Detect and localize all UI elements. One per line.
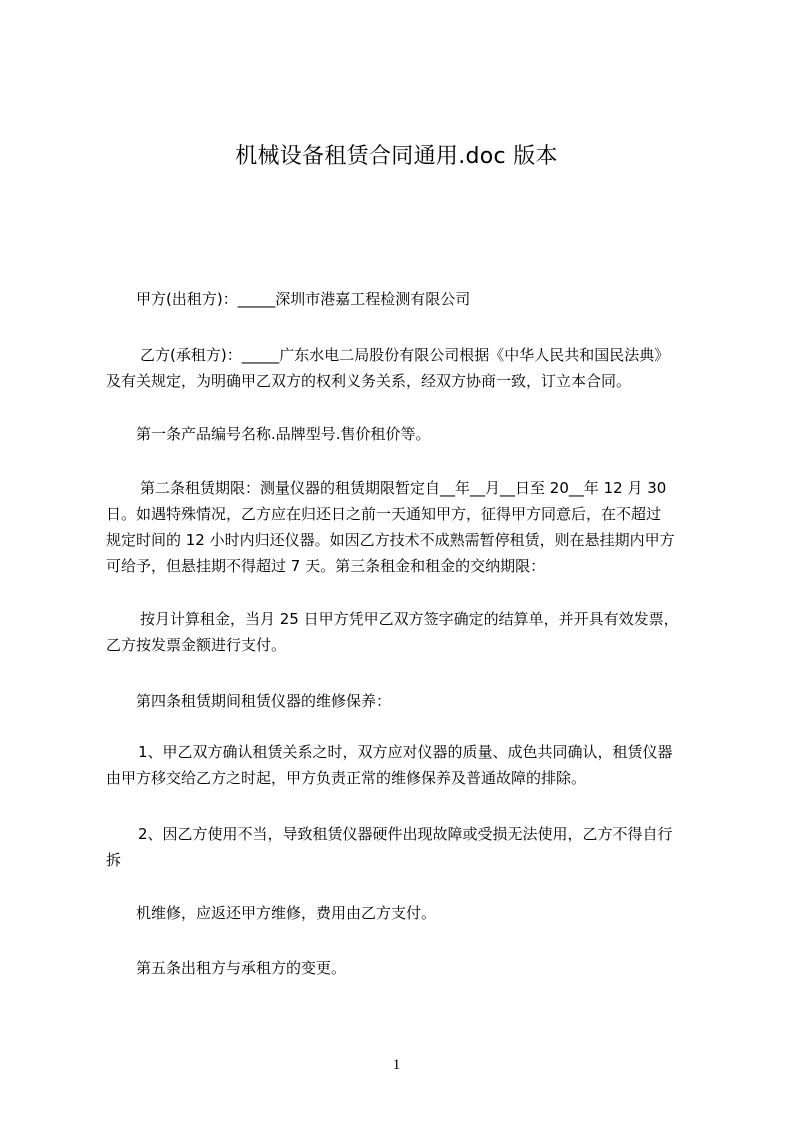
paragraph-line: 规定时间的 12 小时内归还仪器。如因乙方技术不成熟需暂停租赁，则在悬挂期内甲方 [106,531,675,549]
paragraph-line: 甲方(出租方)：_____深圳市港嘉工程检测有限公司 [136,290,471,308]
paragraph-line: 第一条产品编号名称.品牌型号.售价租价等。 [136,425,431,443]
paragraph-line: 日。如遇特殊情况，乙方应在归还日之前一天通知甲方，征得甲方同意后，在不超过 [106,505,662,523]
paragraph-line: 乙方(承租方)：_____广东水电二局股份有限公司根据《中华人民共和国民法典》 [140,346,670,364]
paragraph-article-1 [106,421,698,447]
document-title: 机械设备租赁合同通用.doc 版本 [235,144,558,169]
paragraph-line: 乙方按发票金额进行支付。 [106,636,287,654]
paragraph-line: 第五条出租方与承租方的变更。 [136,959,347,977]
paragraph-line: 第二条租赁期限：测量仪器的租赁期限暂定自__年__月__日至 20__年 12 月 30 [140,479,667,497]
paragraph-maintenance-1 [106,739,698,791]
paragraph-rent-payment [106,606,698,658]
paragraph-lessee [106,342,698,394]
paragraph-line: 可给予，但悬挂期不得超过 7 天。第三条租金和租金的交纳期限： [106,557,546,575]
paragraph-lessor [106,286,698,312]
paragraph-maintenance-2 [106,821,698,873]
paragraph-article-2 [106,475,698,579]
paragraph-repair-cost [106,900,698,926]
paragraph-line: 第四条租赁期间租赁仪器的维修保养： [136,692,392,710]
paragraph-line: 及有关规定，为明确甲乙双方的权利义务关系，经双方协商一致，订立本合同。 [106,372,632,390]
paragraph-line: 2、因乙方使用不当，导致租赁仪器硬件出现故障或受损无法使用，乙方不得自行 [138,825,673,843]
page-number: 1 [392,1057,401,1073]
paragraph-line: 按月计算租金，当月 25 日甲方凭甲乙双方签字确定的结算单，并开具有效发票， [140,610,679,628]
paragraph-line: 1、甲乙双方确认租赁关系之时，双方应对仪器的质量、成色共同确认，租赁仪器 [138,743,673,761]
paragraph-line: 机维修，应返还甲方维修，费用由乙方支付。 [136,904,437,922]
paragraph-line: 拆 [106,851,122,869]
paragraph-article-5 [106,955,698,981]
paragraph-article-4 [106,688,698,714]
paragraph-line: 由甲方移交给乙方之时起，甲方负责正常的维修保养及普通故障的排除。 [106,769,587,787]
